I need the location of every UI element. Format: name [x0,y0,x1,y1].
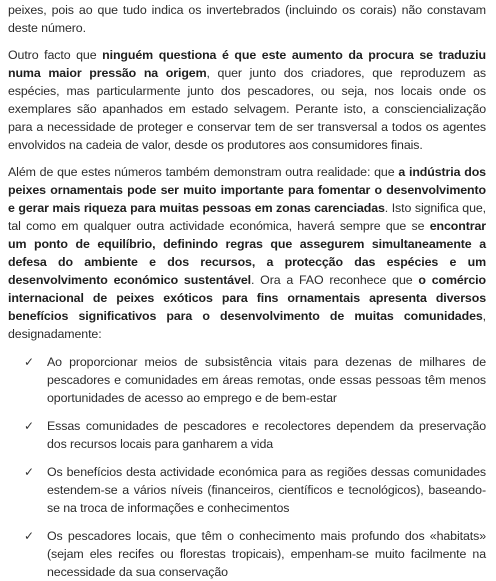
checkmark-icon: ✓ [24,419,35,433]
paragraph-industry-text-1: Além de que estes números também demonstram outra realidade: que [8,165,399,179]
paragraph-industry-bold-1: a indústria dos peixes ornamentais pode ser muito importante para fomentar o desenvolvimento e gerar mais riqueza para muitas pessoas em zonas carenciadas [8,165,486,215]
paragraph-pressure-text-1: Outro facto que [8,48,103,62]
paragraph-intro [8,1,486,37]
paragraph-intro-text: peixes, pois ao que tudo indica os invertebrados (incluindo os corais) não constavam deste número. [8,3,486,35]
list-item-text: Os pescadores locais, que têm o conhecimento mais profundo dos «habitats» (sejam eles recifes ou florestas tropicais), empenham-se muito facilmente na necessidade da sua conservação [47,529,486,579]
list-item-text: Ao proporcionar meios de subsistência vitais para dezenas de milhares de pescadores e comunidades em áreas remotas, onde essas pessoas têm menos oportunidades de acesso ao emprego e de bem-estar [47,355,486,405]
benefits-list [8,353,486,581]
list-item [8,353,486,407]
paragraph-industry-bold-3: o comércio internacional de peixes exóticos para fins ornamentais apresenta diversos benefícios significativos para o desenvolvimento de muitas comunidades [8,273,486,323]
paragraph-industry-bold-2: encontrar um ponto de equilíbrio, definindo regras que assegurem simultaneamente a defesa do ambiente e dos recursos, a protecção das espécies e um desenvolvimento económico sustentável [8,219,486,287]
paragraph-pressure [8,46,486,154]
paragraph-industry-text-2: . Isto significa que, tal como em qualquer outra actividade económica, haverá sempre que se [8,201,486,233]
checkmark-icon: ✓ [24,355,35,369]
paragraph-industry-text-3: . Ora a FAO reconhece que [251,273,419,287]
list-item [8,417,486,453]
paragraph-industry-text-4: , designadamente: [8,309,486,341]
paragraph-pressure-bold-1: ninguém questiona é que este aumento da procura se traduziu numa maior pressão na origem [8,48,486,80]
checkmark-icon: ✓ [24,465,35,479]
list-item [8,463,486,517]
list-item-text: Essas comunidades de pescadores e recolectores dependem da preservação dos recursos locais para ganharem a vida [47,419,486,451]
paragraph-pressure-text-2: , quer junto dos criadores, que reproduzem as espécies, mas particularmente junto dos pescadores, ou seja, nos locais onde os exemplares são apanhados em estado selvagem. Perante isto, a consciencialização para a necessidade de proteger e conservar tem de ser transversal a todos os agentes envolvidos na cadeia de valor, desde os produtores aos consumidores finais. [8,66,486,152]
list-item-text: Os benefícios desta actividade económica para as regiões dessas comunidades estendem-se a vários níveis (financeiros, científicos e tecnológicos), baseando-se na troca de informações e conhecimentos [47,465,486,515]
checkmark-icon: ✓ [24,529,35,543]
paragraph-industry [8,163,486,343]
list-item [8,527,486,581]
